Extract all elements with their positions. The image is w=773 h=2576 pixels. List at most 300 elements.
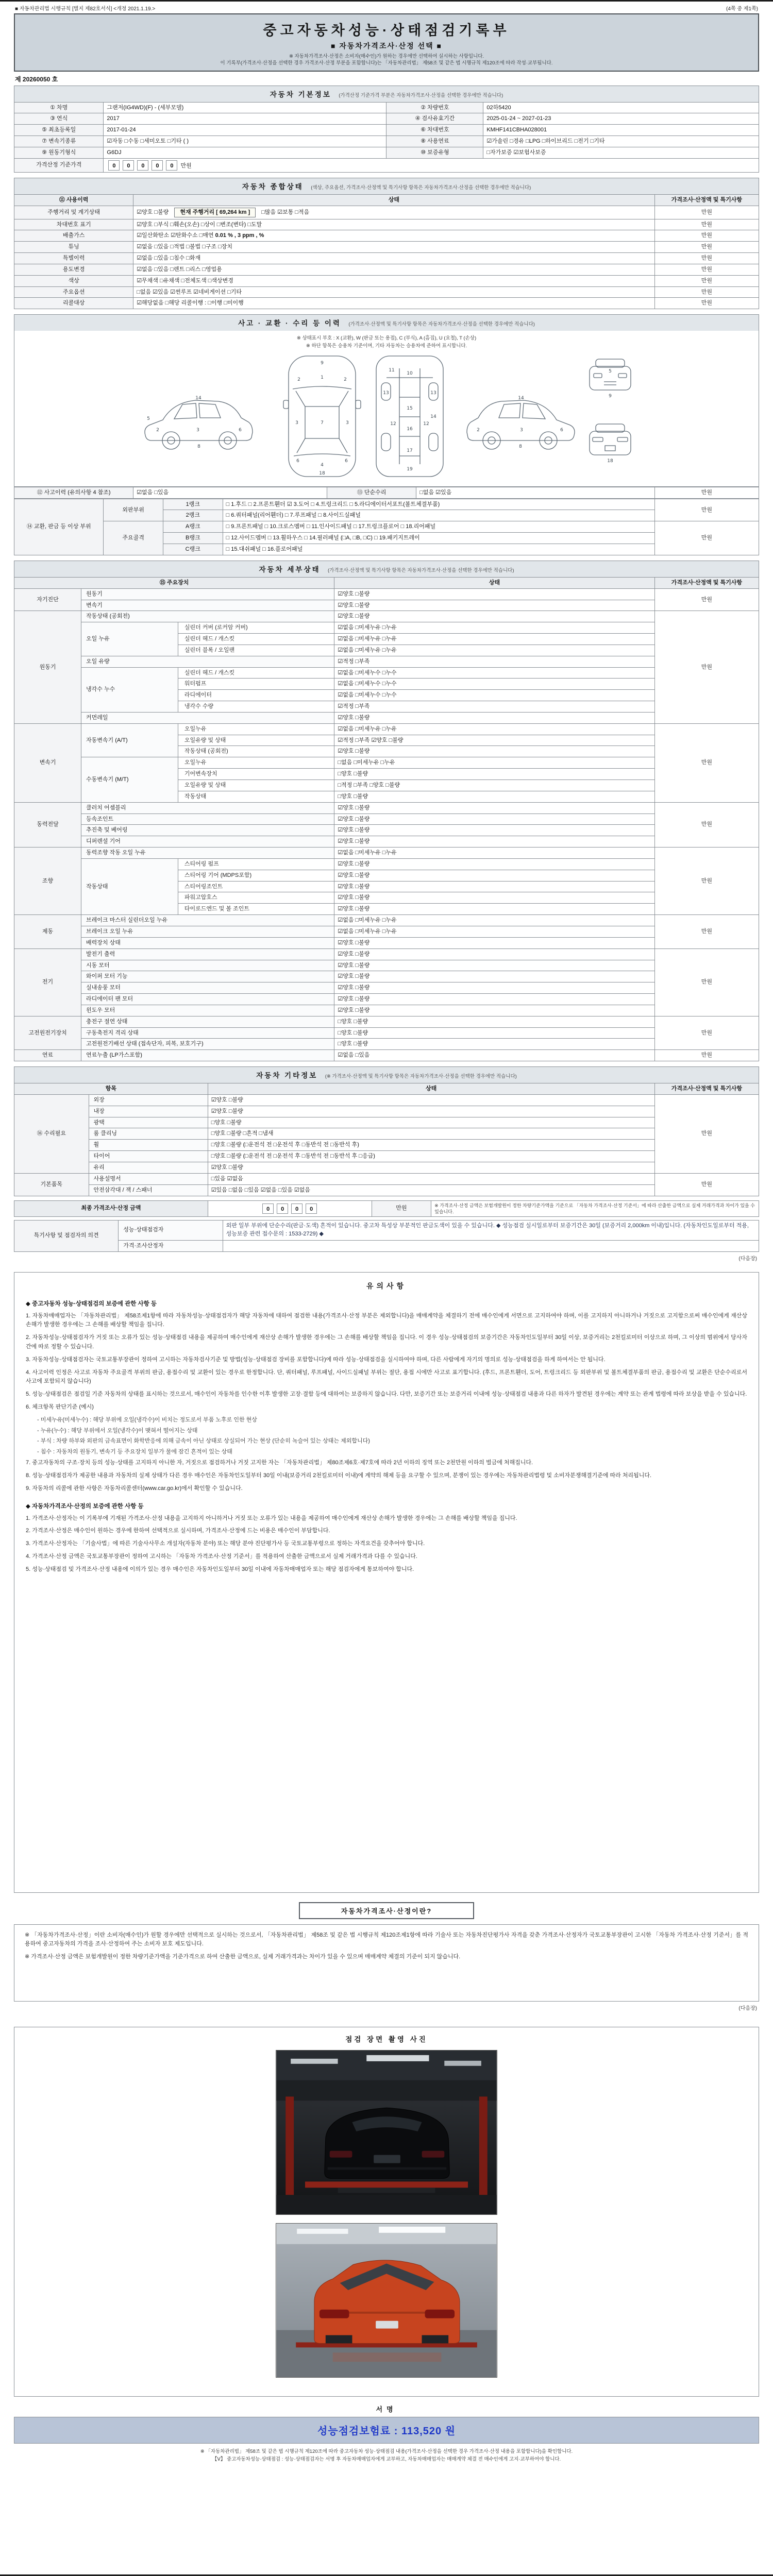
checkbox-cell[interactable]: ☑없음 □있음 — [133, 487, 327, 498]
checkbox-cell[interactable]: ☑있음 □없음 □있음 ☑없음 □있음 ☑없음 — [208, 1184, 654, 1196]
cell: 내장 — [89, 1106, 208, 1117]
table-row — [14, 802, 759, 814]
cell: 항목 — [14, 1083, 208, 1095]
table-row — [14, 1200, 759, 1216]
basic-info-table — [14, 102, 759, 173]
cell: 충전구 절연 상태 — [81, 1016, 334, 1027]
table-row — [14, 147, 759, 158]
notice-items-performance — [26, 1312, 747, 1494]
car-front-view — [590, 359, 631, 399]
table-row — [14, 158, 759, 172]
section-basic-info — [14, 86, 759, 102]
section-overall-note: (색상, 주요옵션, 가격조사·산정액 및 특기사항 항목은 자동차가격조사·산정을 선택한 경우에만 적습니다) — [311, 184, 531, 191]
cell: 만원 — [654, 206, 759, 219]
table-row — [14, 836, 759, 848]
checkbox-cell[interactable]: ☑양호 □불량 — [208, 1106, 654, 1117]
table-row — [14, 1184, 759, 1196]
notice-item: 5. 성능·상태점검 및 가격조사·산정 내용에 이의가 있는 경우 매수인은 자동차인도일부터 30일 이내에 자동차매매업자 또는 해당 점검자에게 통보하여야 합니다. — [26, 1566, 414, 1572]
cell: ① 차명 — [14, 102, 104, 113]
table-row — [14, 219, 759, 230]
table-row — [14, 125, 759, 136]
cell: 2017 — [104, 113, 386, 125]
notice-items-pricing — [26, 1514, 747, 1574]
cell: 파워고압호스 — [178, 892, 334, 904]
cell: 광택 — [89, 1117, 208, 1128]
cell: 상태 — [334, 577, 654, 588]
checkbox-cell[interactable]: ☑없음 □있음 — [334, 1050, 654, 1061]
cell: 리콜대상 — [14, 298, 133, 309]
svg-text:10: 10 — [407, 370, 413, 376]
checkbox-cell[interactable]: ☑해당없음 □해당 리콜이행 : □이행 □미이행 — [133, 298, 655, 309]
text-part: 0 — [166, 160, 177, 171]
next-page-marker: (다음장) — [738, 1256, 757, 1262]
document-header — [14, 13, 759, 72]
cell: 2017-01-24 — [104, 125, 386, 136]
cell: 만원 — [654, 253, 759, 264]
notice-item: 4. 사고이력 인정은 사고로 자동차 주요골격 부위의 판금, 용접수리 및 교환이 있는 경우로 한정합니다. 단, 쿼터패널, 루프패널, 사이드실패널 부위는 절단, 용접 시에만 사고로 표기합니다. (후드, 프론트휀더, 도어, 트렁크리드 등 외판부위 및 볼트체결부품의 판금, 용접수리 및 교환은 단순수리로서 사고에 포함되지 않습니다) — [26, 1369, 747, 1385]
cell: 룸 클리닝 — [89, 1128, 208, 1140]
cell: 오일유량 및 상태 — [178, 780, 334, 791]
page-marker: (4쪽 중 제1쪽) — [726, 6, 758, 12]
cell: 만원 — [654, 521, 759, 555]
table-row — [14, 757, 759, 769]
header-notes — [15, 53, 758, 67]
text-part: 0 — [108, 160, 120, 171]
checkbox-cell[interactable]: □ 1.후드 □ 2.프론트휀더 ☑ 3.도어 □ 4.트렁크리드 □ 5.라디에이터서포트(볼트체결부품) — [223, 499, 654, 510]
cell: 만원 — [654, 848, 759, 915]
checkbox-cell[interactable]: □ 6.쿼터패널(리어휀더) □ 7.루프패널 □ 8.사이드실패널 — [223, 510, 654, 521]
table-row — [14, 1173, 759, 1184]
checkbox-cell[interactable]: ☑없음 □미세누유 □누유 — [334, 634, 654, 645]
table-row — [14, 194, 759, 206]
cell: 고전원전기장치 — [14, 1016, 81, 1050]
table-row — [14, 926, 759, 937]
cell: 만원 — [654, 286, 759, 298]
cell: 만원 — [654, 915, 759, 949]
table-row — [14, 948, 759, 960]
checkbox-cell[interactable]: □ 9.프론트패널 □ 10.크로스멤버 □ 11.인사이드패널 □ 17.트렁크플로어 □ 18.리어패널 — [223, 521, 654, 533]
text-part: 0 — [277, 1204, 288, 1214]
cell: 오일누유 — [178, 757, 334, 769]
checkbox-cell[interactable]: ☑양호 □불량 — [334, 814, 654, 825]
cell: 작동상태 — [178, 791, 334, 802]
notice-item: ※ 가격조사·산정 금액은 보험개발원이 정한 차량기준가액을 기준가격으로 하여 산출한 금액으로, 실제 거래가격과는 차이가 있을 수 있으며 매매계약 체결의 기준이 되지 않습니다. — [25, 1954, 461, 1960]
checkbox-group[interactable]: □많음 ☑보통 □적음 — [260, 209, 310, 215]
checkbox-cell[interactable]: □양호 □불량 — [208, 1117, 654, 1128]
cell: 가격조사·산정액 및 특기사항 — [654, 194, 759, 206]
text-part: 0 — [291, 1204, 303, 1214]
checkbox-cell[interactable]: □자가보증 ☑보험사보증 — [483, 147, 759, 158]
svg-text:1: 1 — [321, 375, 324, 380]
checkbox-cell[interactable]: ☑양호 □불량 — [334, 836, 654, 848]
section-accident-history — [14, 314, 759, 331]
checkbox-cell[interactable]: ☑없음 □미세누수 □누수 — [334, 667, 654, 679]
cell: 만원 — [654, 948, 759, 1016]
notice-item: - 누유(누수) : 해당 부위에서 오일(냉각수)이 맺혀서 떨어지는 상태 — [37, 1427, 198, 1434]
checkbox-cell[interactable]: ☑양호 □불량 — [334, 960, 654, 971]
checkbox-cell[interactable]: ☑양호 □불량 — [334, 588, 654, 600]
checkbox-cell[interactable]: ☑양호 □불량 — [334, 712, 654, 723]
checkbox-cell[interactable]: ☑양호 □부식 □훼손(오손) □상이 □변조(변타) □도말 — [133, 219, 655, 230]
section-overall-title: 자동차 종합상태 — [242, 182, 304, 191]
document-title: 중고자동차성능·상태점검기록부 — [263, 23, 510, 38]
legend-line-2: ※ 하단 항목은 승용차 기준이며, 기타 자동차는 승용차에 준하여 표시합니다. — [306, 343, 467, 349]
cell: 유리 — [89, 1162, 208, 1174]
cell: 라디에이터 팬 모터 — [81, 994, 334, 1005]
signature-label: 서명 — [376, 2405, 397, 2413]
car-rear-view — [590, 424, 631, 464]
header-note-1: ※ 자동차가격조사·산정은 소비자(매수인)가 원하는 경우에만 선택하여 실시하는 사항입니다. — [289, 54, 484, 59]
cell: 기본품목 — [14, 1173, 89, 1196]
car-underbody-view — [376, 356, 443, 477]
document-subtitle: ■ 자동차가격조사·산정 선택 ■ — [330, 42, 442, 50]
car-side-view-right — [467, 400, 575, 449]
checkbox-cell[interactable]: ☑양호 □불량 — [334, 600, 654, 611]
checkbox-cell[interactable]: ☑적정 □부족 ☑양호 □불량 — [334, 735, 654, 746]
checkbox-cell[interactable]: □적정 □부족 □양호 □불량 — [334, 780, 654, 791]
cell: ⑯ 수리필요 — [14, 1094, 89, 1173]
checkbox-cell[interactable]: ☑양호 □불량 — [208, 1162, 654, 1174]
table-row — [14, 1005, 759, 1016]
notice-item: - 침수 : 자동차의 원동기, 변속기 등 주요장치 일부가 물에 잠긴 흔적이 있는 상태 — [37, 1449, 232, 1455]
checkbox-cell[interactable]: □양호 □불량 — [334, 791, 654, 802]
cell: 외장 — [89, 1094, 208, 1106]
next-page-marker-2: (다음장) — [738, 2005, 757, 2011]
table-row — [14, 1106, 759, 1117]
table-row — [14, 1027, 759, 1039]
svg-text:5: 5 — [609, 368, 612, 374]
checkbox-cell[interactable]: □ 15.대쉬패널 □ 16.플로어패널 — [223, 544, 654, 555]
checkbox-cell[interactable]: ☑없음 □미세누유 □누유 — [334, 723, 654, 735]
table-row — [14, 982, 759, 994]
section-etc-title: 자동차 기타정보 — [256, 1072, 318, 1080]
text-part: 0 — [262, 1204, 274, 1214]
table-row — [14, 1083, 759, 1095]
cell: 스티어링 펌프 — [178, 858, 334, 870]
notice-item: 4. 가격조사·산정 금액은 국토교통부장관이 정하여 고시하는 「자동차 가격조사·산정 기준서」를 적용하여 산출한 금액으로서 실제 거래가격과 다를 수 있습니다. — [26, 1553, 417, 1560]
cell: 원동기 — [81, 588, 334, 600]
cell: KMHF141CBHA028001 — [483, 125, 759, 136]
notice-heading-performance: ◆ 중고자동차 성능·상태점검의 보증에 관한 사항 등 — [26, 1300, 157, 1307]
cell: 2025-01-24 ~ 2027-01-23 — [483, 113, 759, 125]
cell: 실린더 블록 / 오일팬 — [178, 645, 334, 656]
checkbox-cell[interactable]: ☑없음 □미세누유 □누유 — [334, 926, 654, 937]
cell: 연료누출 (LP가스포함) — [81, 1050, 334, 1061]
cell: 오일유량 및 상태 — [178, 735, 334, 746]
cell: 클러치 어셈블리 — [81, 802, 334, 814]
table-row — [14, 723, 759, 735]
cell: 동력전달 — [14, 802, 81, 847]
svg-text:2: 2 — [156, 427, 159, 433]
table-row — [14, 1240, 759, 1251]
cell: 기어변속장치 — [178, 769, 334, 780]
table-row — [14, 1117, 759, 1128]
notice-item: 3. 가격조사·산정자는 「기술사법」에 따른 기술사사무소 개설자(자동차 분야) 또는 해당 분야 진단평가사 등 국토교통부령으로 정하는 자격요건을 갖추어야 합니다. — [26, 1540, 425, 1547]
checkbox-cell[interactable]: ☑없음 □있음 □침수 □화재 — [133, 253, 655, 264]
cell: 배출가스 — [14, 230, 133, 242]
car-diagram-area — [14, 331, 759, 487]
checkbox-cell[interactable]: □양호 □불량 — [334, 1016, 654, 1027]
cell: 윈도우 모터 — [81, 1005, 334, 1016]
cell: 상태 — [133, 194, 655, 206]
cell: ⑪ 사용이력 — [14, 194, 133, 206]
notice-item: ※ 「자동차가격조사·산정」이란 소비자(매수인)가 원할 경우에만 선택적으로 실시하는 것으로서, 「자동차관리법」 제58조 및 같은 법 시행규칙 제120조제1항에 따라 기술사 또는 자동차진단평가사 자격을 갖춘 가격조사·산정자가 국토교통부장관이 고시한 「자동차 가격조사·산정 기준서」를 적용하여 중고자동차의 가격을 조사·산정하여 주는 소비자 보호 제도입니다. — [25, 1931, 748, 1947]
checkbox-cell[interactable]: ☑양호 □불량 — [334, 858, 654, 870]
section-detail-condition — [14, 561, 759, 577]
accident-history-table — [14, 487, 759, 499]
checkbox-cell[interactable]: ☑없음 □있음 □적법 □불법 □구조 □장치 — [133, 242, 655, 253]
pricing-info-title: 자동차가격조사·산정이란? — [299, 1902, 474, 1919]
cell: 휠 — [89, 1140, 208, 1151]
cell: 원동기 — [14, 611, 81, 723]
table-row — [14, 588, 759, 600]
checkbox-cell[interactable]: ☑없음 □있음 □렌트 □리스 □영업용 — [133, 264, 655, 275]
svg-text:13: 13 — [383, 390, 389, 396]
section-accident-note: (가격조사·산정액 및 특기사항 항목은 자동차가격조사·산정을 선택한 경우에만 적습니다) — [348, 321, 535, 328]
checkbox-cell[interactable]: □양호 □불량 — [334, 1039, 654, 1050]
cell: 워터펌프 — [178, 679, 334, 690]
document-number: 제 20260050 호 — [15, 75, 58, 83]
svg-text:2: 2 — [344, 377, 347, 382]
table-row — [14, 600, 759, 611]
cell: 최종 가격조사·산정 금액 — [14, 1200, 208, 1216]
notice-item: 7. 중고자동차의 구조·장치 등의 성능·상태를 고지하지 아니한 자, 거짓으로 점검하거나 거짓 고지한 자는 「자동차관리법」 제80조제6호·제7호에 따라 2년 이하의 징역 또는 2천만원 이하의 벌금에 처해집니다. — [26, 1460, 533, 1466]
checkbox-cell[interactable]: ☑없음 □미세누유 □누유 — [334, 848, 654, 859]
cell: 동력조향 작동 오일 누유 — [81, 848, 334, 859]
car-panel-diagrams — [134, 352, 639, 482]
cell: 만원 — [654, 1094, 759, 1173]
checkbox-cell[interactable]: ☑양호 □불량 — [334, 881, 654, 892]
detail-condition-table — [14, 577, 759, 1061]
cell: 제동 — [14, 915, 81, 949]
cell: 상태 — [208, 1083, 654, 1095]
checkbox-cell[interactable]: □양호 □불량 — [334, 1027, 654, 1039]
cell: ⑧ 사용연료 — [386, 136, 483, 147]
checkbox-cell[interactable]: ☑양호 □불량 — [334, 971, 654, 982]
checkbox-cell[interactable]: ☑양호 □불량 — [334, 870, 654, 881]
checkbox-cell[interactable]: ☑양호 □불량 — [334, 892, 654, 904]
cell: ⑫ 사고이력 (유의사항 4 참조) — [14, 487, 133, 498]
notice-item: 6. 체크항목 판단기준 (예시) — [26, 1404, 94, 1411]
checkbox-cell[interactable]: ☑양호 □불량 — [334, 904, 654, 915]
cell: 색상 — [14, 275, 133, 286]
checkbox-cell[interactable]: ☑무채색 □유채색 □전체도색 □색상변경 — [133, 275, 655, 286]
table-row — [14, 656, 759, 667]
cell: ⑭ 교환, 판금 등 이상 부위 — [14, 499, 104, 555]
notice-item: 1. 자동차매매업자는 「자동차관리법」 제58조제1항에 따라 자동차성능·상태점검자가 해당 자동차에 대하여 점검한 내용(가격조사·산정 부분은 제외합니다)을 매매계약을 체결하기 전에 매수인에게 서면으로 고지하여야 하며, 이를 고지하지 아니하거나 거짓으로 고지함으로써 매수인에게 재산상 손해가 발생한 경우에는 그 손해를 배상할 책임을 집니다. — [26, 1312, 747, 1328]
notice-item: 2. 가격조사·산정은 매수인이 원하는 경우에 한하여 선택적으로 실시하며, 가격조사·산정에 드는 비용은 매수인이 부담합니다. — [26, 1528, 330, 1534]
checkbox-cell[interactable]: □없음 □미세누유 □누유 — [334, 757, 654, 769]
cell: 스티어링 기어 (MDPS포함) — [178, 870, 334, 881]
cell: 디퍼렌셜 기어 — [81, 836, 334, 848]
checkbox-cell[interactable] — [133, 206, 655, 219]
cell: 외판부위 — [104, 499, 163, 521]
cell: ⑮ 주요장치 — [14, 577, 334, 588]
notice-item: 9. 자동차의 리콜에 관한 사항은 자동차리콜센터(www.car.go.kr)에서 확인할 수 있습니다. — [26, 1485, 243, 1492]
checkbox-cell[interactable]: ☑양호 □불량 — [334, 825, 654, 836]
svg-text:14: 14 — [195, 395, 201, 401]
cell: 커먼레일 — [81, 712, 334, 723]
inspection-photos-section — [14, 2027, 759, 2397]
cell: 작동상태 — [81, 858, 178, 914]
table-row — [14, 848, 759, 859]
checkbox-group[interactable]: ☑일산화탄소 ☑탄화수소 □매연 — [137, 232, 215, 239]
cell: 1랭크 — [163, 499, 223, 510]
svg-text:13: 13 — [430, 390, 436, 396]
svg-text:19: 19 — [407, 466, 413, 472]
cell: 실내송풍 모터 — [81, 982, 334, 994]
svg-text:18: 18 — [607, 458, 613, 464]
checkbox-cell[interactable]: ☑양호 □불량 — [334, 994, 654, 1005]
notice-heading-pricing: ◆ 자동차가격조사·산정의 보증에 관한 사항 등 — [26, 1503, 144, 1510]
notice-item: 5. 성능·상태점검은 점검일 기준 자동차의 상태를 표시하는 것으로서, 매수인이 자동차를 인수한 이후 발생한 고장·결함 등에 대하여는 보증하지 않습니다. 다만, 보증기간 또는 보증거리 이내에 성능·상태점검 내용과 다른 하자가 발견된 경우에는 계약 또는 관계 법령에 따라 보상을 받을 수 있습니다. — [26, 1391, 747, 1398]
svg-text:2: 2 — [477, 427, 480, 433]
notice-item: - 미세누유(미세누수) : 해당 부위에 오일(냉각수)이 비치는 정도로서 부품 노후로 인한 현상 — [37, 1416, 257, 1423]
checkbox-cell[interactable]: ☑자동 □수동 □세미오토 □기타 ( ) — [104, 136, 386, 147]
cell: 만원 — [654, 723, 759, 802]
checkbox-cell[interactable]: ☑양호 □불량 — [334, 982, 654, 994]
checkbox-cell[interactable] — [133, 230, 655, 242]
table-row — [14, 286, 759, 298]
checkbox-cell[interactable]: □양호 □불량 — [334, 769, 654, 780]
cell: 차대번호 표기 — [14, 219, 133, 230]
table-row — [14, 230, 759, 242]
checkbox-cell[interactable]: ☑적정 □부족 — [334, 656, 654, 667]
checkbox-cell[interactable]: ☑없음 □미세누수 □누수 — [334, 679, 654, 690]
table-row — [14, 102, 759, 113]
svg-text:9: 9 — [609, 393, 612, 399]
cell: 가격산정 기준가격 — [14, 158, 104, 172]
cell: G6DJ — [104, 147, 386, 158]
svg-text:3: 3 — [196, 427, 199, 433]
checkbox-cell[interactable]: ☑가솔린 □경유 □LPG □하이브리드 □전기 □기타 — [483, 136, 759, 147]
cell: 배력장치 상태 — [81, 937, 334, 948]
checkbox-cell[interactable]: □양호 □불량 (□운전석 전 □운전석 후 □동반석 전 □동반석 후 □응급) — [208, 1151, 654, 1162]
cell: 작동상태 (공회전) — [178, 746, 334, 757]
table-row — [14, 1039, 759, 1050]
cell: B랭크 — [163, 533, 223, 544]
checkbox-cell[interactable]: ☑없음 □미세누수 □누수 — [334, 690, 654, 701]
checkbox-cell[interactable]: ☑양호 □불량 — [208, 1094, 654, 1106]
cell: 라디에이터 — [178, 690, 334, 701]
cell: 가격조사·산정액 및 특기사항 — [654, 577, 759, 588]
cell: 성능·상태점검자 — [119, 1220, 223, 1240]
svg-text:11: 11 — [389, 367, 395, 373]
table-row — [14, 915, 759, 926]
cell: 오일누유 — [178, 723, 334, 735]
cell: 만원 — [654, 499, 759, 521]
table-row — [14, 487, 759, 498]
notice-item: 2. 자동차성능·상태점검자가 거짓 또는 오류가 있는 성능·상태점검 내용을 제공하여 매수인에게 재산상 손해가 발생한 경우에는 그 손해를 배상할 책임을 집니다. 이 경우 성능·상태점검의 보증기간은 자동차인도일부터 30일 이상, 보증거리는 2천킬로미터 이상으로 하며, 그 이상의 범위에서 당사자 간에 따로 정할 수 있습니다. — [26, 1334, 747, 1350]
table-row — [14, 667, 759, 679]
signature-band — [14, 2417, 759, 2444]
svg-text:18: 18 — [319, 470, 325, 476]
checkbox-cell[interactable]: ☑적정 □부족 — [334, 701, 654, 713]
checkbox-cell[interactable]: □ 12.사이드멤버 □ 13.휠하우스 □ 14.필러패널 (□A, □B, □C) □ 19.패키지트레이 — [223, 533, 654, 544]
checkbox-cell[interactable]: □없음 ☑있음 — [416, 487, 654, 498]
cell: 만원 — [654, 242, 759, 253]
cell: ⑥ 차대번호 — [386, 125, 483, 136]
cell: ⑩ 보증유형 — [386, 147, 483, 158]
checkbox-cell[interactable]: ☑양호 □불량 — [334, 1005, 654, 1016]
cell: ③ 연식 — [14, 113, 104, 125]
checkbox-cell[interactable]: ☑없음 □미세누유 □누유 — [334, 915, 654, 926]
svg-text:16: 16 — [407, 426, 413, 432]
svg-text:15: 15 — [407, 405, 413, 411]
cell: 수동변속기 (M/T) — [81, 757, 178, 802]
checkbox-cell[interactable]: ☑양호 □불량 — [334, 746, 654, 757]
cell: 02하5420 — [483, 102, 759, 113]
svg-text:17: 17 — [407, 448, 413, 453]
table-row — [14, 825, 759, 836]
footer-line-2: 【Ⅴ】 중고자동차성능·상태점검 : 성능·상태점검자는 서명 후 자동차매매업자에게 교부하고, 자동차매매업자는 매매계약 체결 전 매수인에게 고지·교부하여야 합니다. — [212, 2456, 561, 2462]
text-part: 0 — [306, 1204, 317, 1214]
cell: 만원 — [654, 802, 759, 847]
notice-title: 유의사항 — [366, 1281, 407, 1290]
checkbox-cell[interactable]: □양호 □불량 □흔적 □냄새 — [208, 1128, 654, 1140]
footer-legal-lines — [14, 2448, 759, 2463]
cell: 만원 — [654, 275, 759, 286]
checkbox-cell[interactable]: ☑없음 □미세누유 □누유 — [334, 645, 654, 656]
svg-text:3: 3 — [520, 427, 523, 433]
cell: 작동상태 (공회전) — [81, 611, 334, 622]
checkbox-cell[interactable]: ☑양호 □불량 — [334, 937, 654, 948]
cell: 스티어링조인트 — [178, 881, 334, 892]
cell: 시동 모터 — [81, 960, 334, 971]
text-part: 0.01 % , 3 ppm , % — [215, 232, 264, 239]
svg-text:6: 6 — [239, 427, 242, 433]
section-overall-condition — [14, 178, 759, 194]
checkbox-cell[interactable]: ☑양호 □불량 — [334, 611, 654, 622]
checkbox-cell[interactable]: ☑양호 □불량 — [334, 802, 654, 814]
cell: 튜닝 — [14, 242, 133, 253]
text-part: 0 — [123, 160, 134, 171]
cell: 등속조인트 — [81, 814, 334, 825]
form-reference: ■ 자동차관리법 시행규칙 [별지 제82호서식] <개정 2021.1.19.> — [15, 6, 156, 12]
text-part: 현재 주행거리 [ 69,264 km ] — [174, 208, 256, 217]
table-row — [14, 499, 759, 510]
cell: 실린더 헤드 / 개스킷 — [178, 667, 334, 679]
svg-text:9: 9 — [321, 360, 324, 366]
checkbox-cell[interactable]: ☑없음 □미세누유 □누유 — [334, 622, 654, 634]
table-row — [14, 275, 759, 286]
table-row — [14, 206, 759, 219]
cell: 오일 누유 — [81, 622, 178, 656]
table-row — [14, 242, 759, 253]
cell: 와이퍼 모터 기능 — [81, 971, 334, 982]
table-row — [14, 264, 759, 275]
cell: ※ 가격조사·산정 금액은 보험개발원이 정한 차량기준가액을 기준으로 「자동차 가격조사·산정 기준서」에 따라 산출한 금액으로 실제 거래가격과 차이가 있을 수 있습니다. — [431, 1200, 759, 1216]
cell: 브레이크 마스터 실린더오일 누유 — [81, 915, 334, 926]
inspector-opinion-table — [14, 1220, 759, 1252]
cell: 외판 일부 부위에 단순수리(판금·도색) 흔적이 있습니다. 중고차 특성상 부분적인 판금도색이 있을 수 있습니다. ◆ 성능점검 실시일로부터 보증기간은 30일 (보증거리 2,000km 이내)입니다. (자동차인도일로부터 적용, 성능보증 관련 접수문의 : 1533-2729) ◆ — [223, 1220, 759, 1240]
inspection-photo-1 — [276, 2050, 497, 2215]
table-row — [14, 937, 759, 948]
cell: ⑤ 최초등록일 — [14, 125, 104, 136]
checkbox-cell[interactable]: □없음 ☑있음 ☑썬루프 ☑네비게이션 □기타 — [133, 286, 655, 298]
checkbox-group[interactable]: ☑양호 □불량 — [137, 209, 171, 215]
section-basic-title: 자동차 기본정보 — [270, 90, 331, 98]
checkbox-cell[interactable]: □양호 □불량 (□운전석 전 □운전석 후 □동반석 전 □동반석 후) — [208, 1140, 654, 1151]
svg-text:6: 6 — [296, 458, 299, 464]
checkbox-cell[interactable]: ☑양호 □불량 — [334, 948, 654, 960]
cell: 만원 — [372, 1200, 431, 1216]
checkbox-cell[interactable]: □있음 ☑없음 — [208, 1173, 654, 1184]
cell: 안전삼각대 / 잭 / 스패너 — [89, 1184, 208, 1196]
cell — [223, 1240, 759, 1251]
cell: A랭크 — [163, 521, 223, 533]
car-top-view — [283, 356, 361, 477]
